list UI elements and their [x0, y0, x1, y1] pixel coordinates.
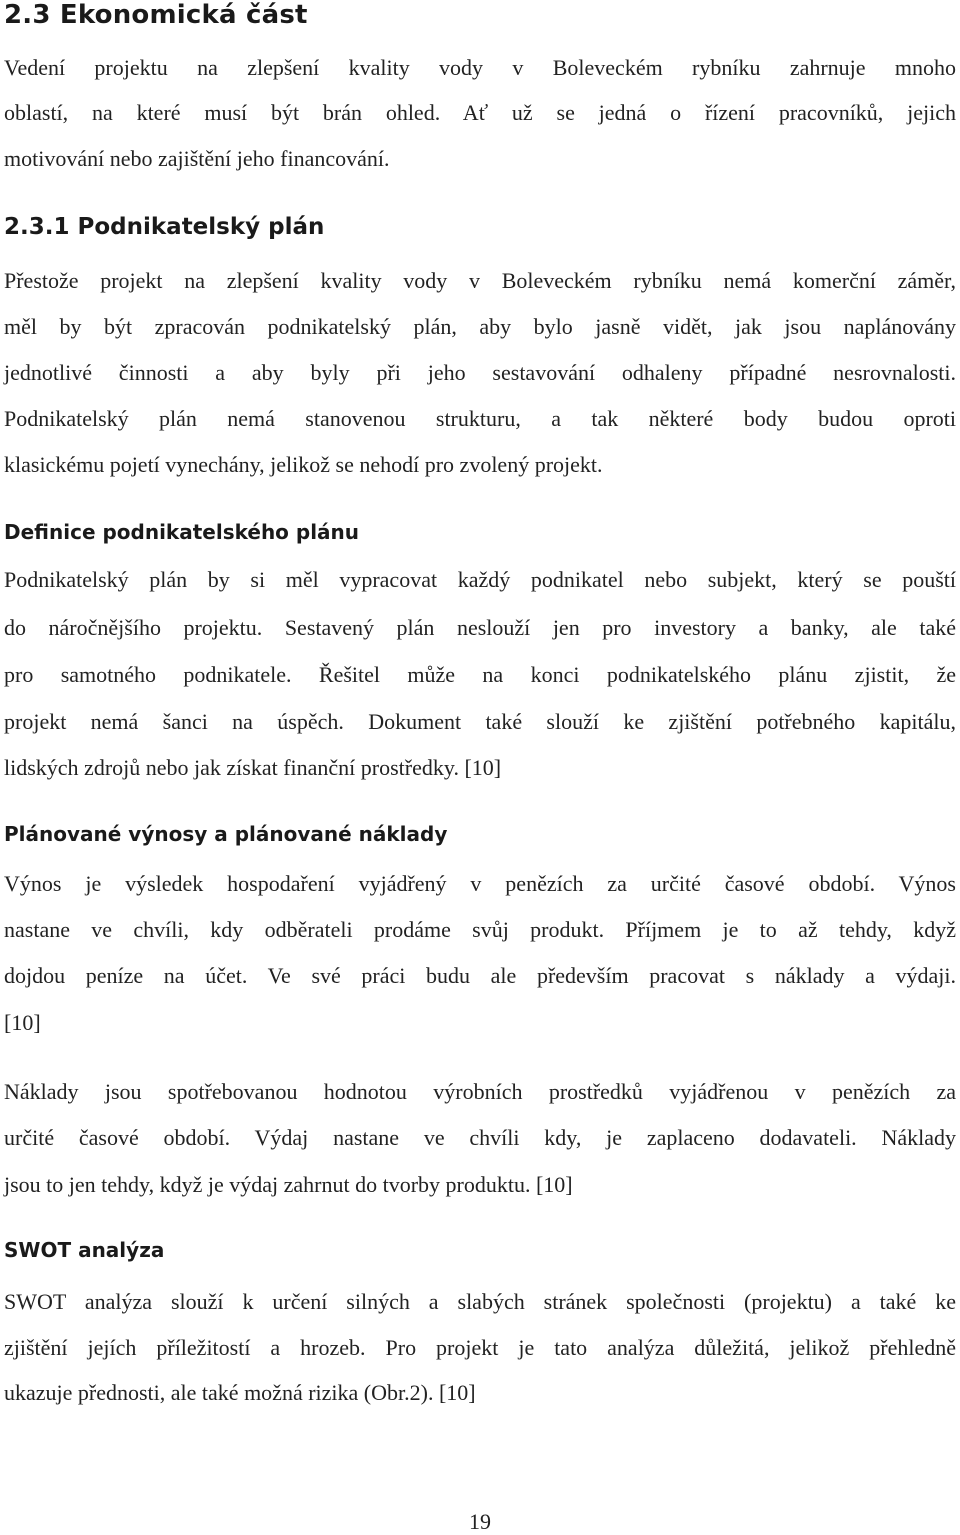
page-number: 19 — [469, 1509, 491, 1534]
definice-line: Podnikatelský plán by si měl vypracovat každý podnikatel nebo subjekt, který se pouští — [4, 567, 956, 592]
planovane-line: určité časové období. Výdaj nastane ve chvíli kdy, je zaplaceno dodavateli. Náklady — [4, 1125, 956, 1150]
paragraph-line: klasickému pojetí vynechány, jelikož se nehodí pro zvolený projekt. — [4, 452, 603, 477]
swot-line: zjištění jejích příležitostí a hrozeb. Pro projekt je tato analýza důležitá, jelikož přehledně — [4, 1335, 956, 1360]
planovane-line: dojdou peníze na účet. Ve své práci budu ale především pracovat s náklady a výdaji. — [4, 963, 956, 988]
subsection-heading: 2.3.1 Podnikatelský plán — [4, 214, 325, 240]
planovane-line: [10] — [4, 1010, 41, 1035]
paragraph-line: Podnikatelský plán nemá stanovenou strukturu, a tak některé body budou oproti — [4, 406, 956, 431]
section-heading: 2.3 Ekonomická část — [4, 0, 308, 30]
intro-line: Vedení projektu na zlepšení kvality vody v Boleveckém rybníku zahrnuje mnoho — [4, 55, 956, 80]
swot-line: SWOT analýza slouží k určení silných a slabých stránek společnosti (projektu) a také ke — [4, 1289, 956, 1314]
swot-heading: SWOT analýza — [4, 1238, 165, 1262]
definice-line: pro samotného podnikatele. Řešitel může na konci podnikatelského plánu zjistit, že — [4, 662, 956, 687]
definice-heading: Definice podnikatelského plánu — [4, 520, 360, 544]
definice-line: lidských zdrojů nebo jak získat finanční prostředky. [10] — [4, 755, 502, 780]
paragraph-line: jednotlivé činnosti a aby byly při jeho sestavování odhaleny případné nesrovnalosti. — [4, 360, 956, 385]
intro-line: motivování nebo zajištění jeho financování. — [4, 146, 390, 171]
planovane-line: nastane ve chvíli, kdy odběrateli prodáme svůj produkt. Příjmem je to až tehdy, když — [4, 917, 956, 942]
planovane-line: Náklady jsou spotřebovanou hodnotou výrobních prostředků vyjádřenou v penězích za — [4, 1079, 956, 1104]
planovane-heading: Plánované výnosy a plánované náklady — [4, 822, 448, 846]
paragraph-line: měl by být zpracován podnikatelský plán, aby bylo jasně vidět, jak jsou naplánovány — [4, 314, 956, 339]
definice-line: projekt nemá šanci na úspěch. Dokument také slouží ke zjištění potřebného kapitálu, — [4, 709, 956, 734]
intro-line: oblastí, na které musí být brán ohled. Ať už se jedná o řízení pracovníků, jejich — [4, 100, 956, 125]
paragraph-line: Přestože projekt na zlepšení kvality vody v Boleveckém rybníku nemá komerční záměr, — [4, 268, 956, 293]
definice-line: do náročnějšího projektu. Sestavený plán neslouží jen pro investory a banky, ale také — [4, 615, 956, 640]
planovane-line: Výnos je výsledek hospodaření vyjádřený v penězích za určité časové období. Výnos — [4, 871, 956, 896]
swot-line: ukazuje přednosti, ale také možná rizika (Obr.2). [10] — [4, 1380, 476, 1405]
planovane-line: jsou to jen tehdy, když je výdaj zahrnut do tvorby produktu. [10] — [4, 1172, 573, 1197]
